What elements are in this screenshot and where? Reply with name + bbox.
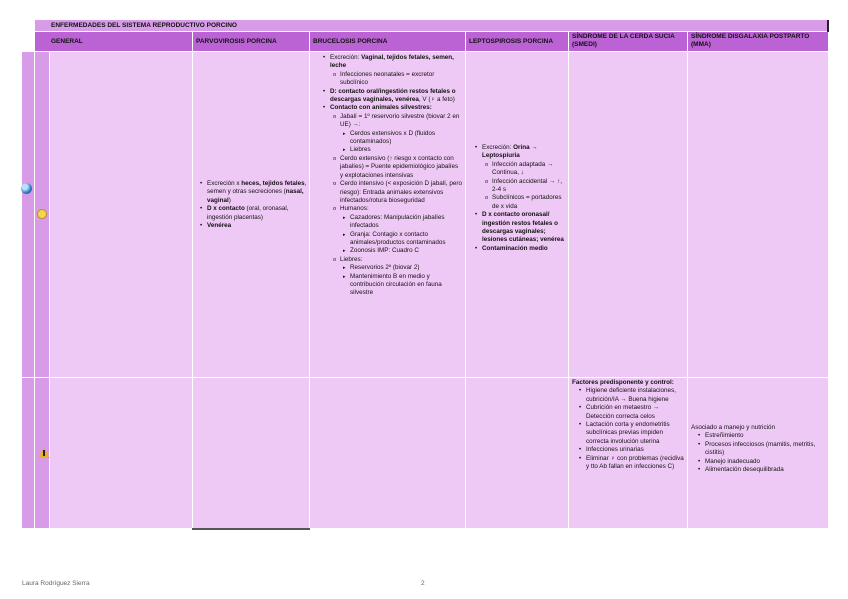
list-item: o Subclínicos = portadores de x vida bbox=[484, 194, 566, 211]
list-item: • D x contacto (oral, oronasal, ingestión placentas) bbox=[199, 205, 307, 222]
header-mma: SÍNDROME DISGALAXIA POSTPARTO (MMA) bbox=[688, 32, 828, 51]
list-item: • Procesos infecciosos (mamitis, metritis, cistitis) bbox=[697, 441, 826, 458]
header-brucelosis: BRUCELOSIS PORCINA bbox=[310, 32, 465, 51]
list-item: • Cubrición en metaestro → Detección correcta celos bbox=[578, 404, 685, 421]
list-item: o Infección adaptada → Continua, ↓ bbox=[484, 161, 566, 178]
list-item: • Estreñimiento bbox=[697, 432, 826, 440]
list-item: • Venérea bbox=[199, 222, 307, 230]
list-item: • Eliminar ♀ con problemas (recidiva y tto Ab fallan en infecciones C) bbox=[578, 455, 685, 472]
header-smedi: SÍNDROME DE LA CERDA SUCIA (SMEDI) bbox=[569, 32, 687, 51]
list-item: o Infección accidental → ↑, 2-4 s bbox=[484, 178, 566, 195]
list-item: • Lactación corta y endometritis subclínicas previas impiden correcta involución uterina bbox=[578, 421, 685, 446]
cell-general-row2 bbox=[50, 378, 192, 528]
cell-leptospirosis-row2 bbox=[466, 378, 568, 528]
list-item: • Excreción: Vaginal, tejidos fetales, semen, leche o Infecciones neonatales = excretor subclínico bbox=[322, 54, 463, 88]
row-marker-column bbox=[22, 52, 34, 528]
cell-parvovirosis-row2 bbox=[193, 378, 309, 528]
list-item: • D x contacto oronasal/ ingestión restos fetales o descargas vaginales; lesiones cutáneas; venérea bbox=[474, 211, 566, 245]
table-title: ENFERMEDADES DEL SISTEMA REPRODUCTIVO PORCINO bbox=[35, 20, 828, 31]
smedi-heading: Factores predisponente y control: bbox=[572, 379, 674, 386]
list-item: o Jabalí = 1º reservorio silvestre (biovar 2 en UE) →: ▸ Cerdos extensivos x D (fluidos contaminados) ▸ Liebres bbox=[332, 113, 463, 155]
page-number: 2 bbox=[421, 580, 425, 587]
list-item: o Infecciones neonatales = excretor subclínico bbox=[332, 71, 463, 88]
list-item: • D: contacto oral/ingestión restos fetales o descargas vaginales, venérea, V (♀ a feto) bbox=[322, 88, 463, 105]
cell-parvovirosis-row1 bbox=[193, 52, 309, 377]
header-parvovirosis: PARVOVIROSIS PORCINA bbox=[193, 32, 309, 51]
cell-brucelosis-row1 bbox=[310, 52, 465, 377]
list-item: • Infecciones urinarias bbox=[578, 446, 685, 454]
globe-icon bbox=[21, 183, 32, 194]
list-item: • Excreción x heces, tejidos fetales, semen y otras secreciones (nasal, vaginal) bbox=[199, 180, 307, 205]
list-item: ▸ Liebres bbox=[342, 146, 463, 154]
cell-mma-row2 bbox=[688, 378, 828, 528]
header-general: GENERAL bbox=[35, 32, 192, 51]
cell-brucelosis-row2 bbox=[310, 378, 465, 528]
list-item: o Humanos: ▸ Cazadores: Manipulación jabalíes infectados ▸ Granja: Contagio x contacto animales/productos contaminados ▸ Zoonosis IMP: Cuadro C bbox=[332, 205, 463, 255]
header-leptospirosis: LEPTOSPIROSIS PORCINA bbox=[466, 32, 568, 51]
list-item: ▸ Cerdos extensivos x D (fluidos contaminados) bbox=[342, 130, 463, 147]
cell-general-row1 bbox=[50, 52, 192, 377]
list-item: ▸ Zoonosis IMP: Cuadro C bbox=[342, 247, 463, 255]
list-item: • Contacto con animales silvestres: o Jabalí = 1º reservorio silvestre (biovar 2 en UE) →: ▸ Cerdos extensivos x D (fluidos contaminados) ▸ Liebres o Cerdo extensivo (↑ riesgo x contacto con jabalíes) = Puente epidemiológico jabalíes y explotaciones intensivas o Cerdo intensivo (< exposición D jabalí, pero riesgo): Entrada animales extensivos infectados/rotura bioseguridad o Humanos: ▸ Cazadores: Manipulación jabalíes infectados ▸ Granja: Contagio x contacto animales/productos contaminados ▸ Zoonosis IMP: Cuadro C o Liebres: ▸ Reservorios 2º (biovar 2) ▸ Mantenimiento B en medio y contribución circulación en fauna silvestre bbox=[322, 104, 463, 297]
list-item: • Alimentación desequilibrada bbox=[697, 466, 826, 474]
footer-author: Laura Rodríguez Sierra bbox=[22, 580, 90, 587]
list-item: o Liebres: ▸ Reservorios 2º (biovar 2) ▸ Mantenimiento B en medio y contribución circulación en fauna silvestre bbox=[332, 256, 463, 298]
list-item: ▸ Mantenimiento B en medio y contribución circulación en fauna silvestre bbox=[342, 273, 463, 298]
cell-leptospirosis-row1 bbox=[466, 52, 568, 377]
list-item: • Higiene deficiente instalaciones, cubrición/IA → Buena higiene bbox=[578, 387, 685, 404]
cell-mma-row1 bbox=[688, 52, 828, 377]
cell-smedi-row1 bbox=[569, 52, 687, 377]
cell-smedi-row2 bbox=[569, 378, 687, 528]
list-item: ▸ Cazadores: Manipulación jabalíes infectados bbox=[342, 214, 463, 231]
list-item: • Excreción: Orina → Leptospiuria o Infección adaptada → Continua, ↓ o Infección accidental → ↑, 2-4 s o Subclínicos = portadores de x vida bbox=[474, 144, 566, 211]
list-item: • Manejo inadecuado bbox=[697, 458, 826, 466]
list-item: ▸ Granja: Contagio x contacto animales/productos contaminados bbox=[342, 231, 463, 248]
list-item: o Cerdo extensivo (↑ riesgo x contacto con jabalíes) = Puente epidemiológico jabalíes y explotaciones intensivas bbox=[332, 155, 463, 180]
mma-heading: Asociado a manejo y nutrición bbox=[691, 424, 776, 431]
smiley-icon bbox=[37, 209, 47, 219]
list-item: • Contaminación medio bbox=[474, 245, 566, 253]
list-item: o Cerdo intensivo (< exposición D jabalí, pero riesgo): Entrada animales extensivos infectados/rotura bioseguridad bbox=[332, 180, 463, 205]
list-item: ▸ Reservorios 2º (biovar 2) bbox=[342, 264, 463, 272]
